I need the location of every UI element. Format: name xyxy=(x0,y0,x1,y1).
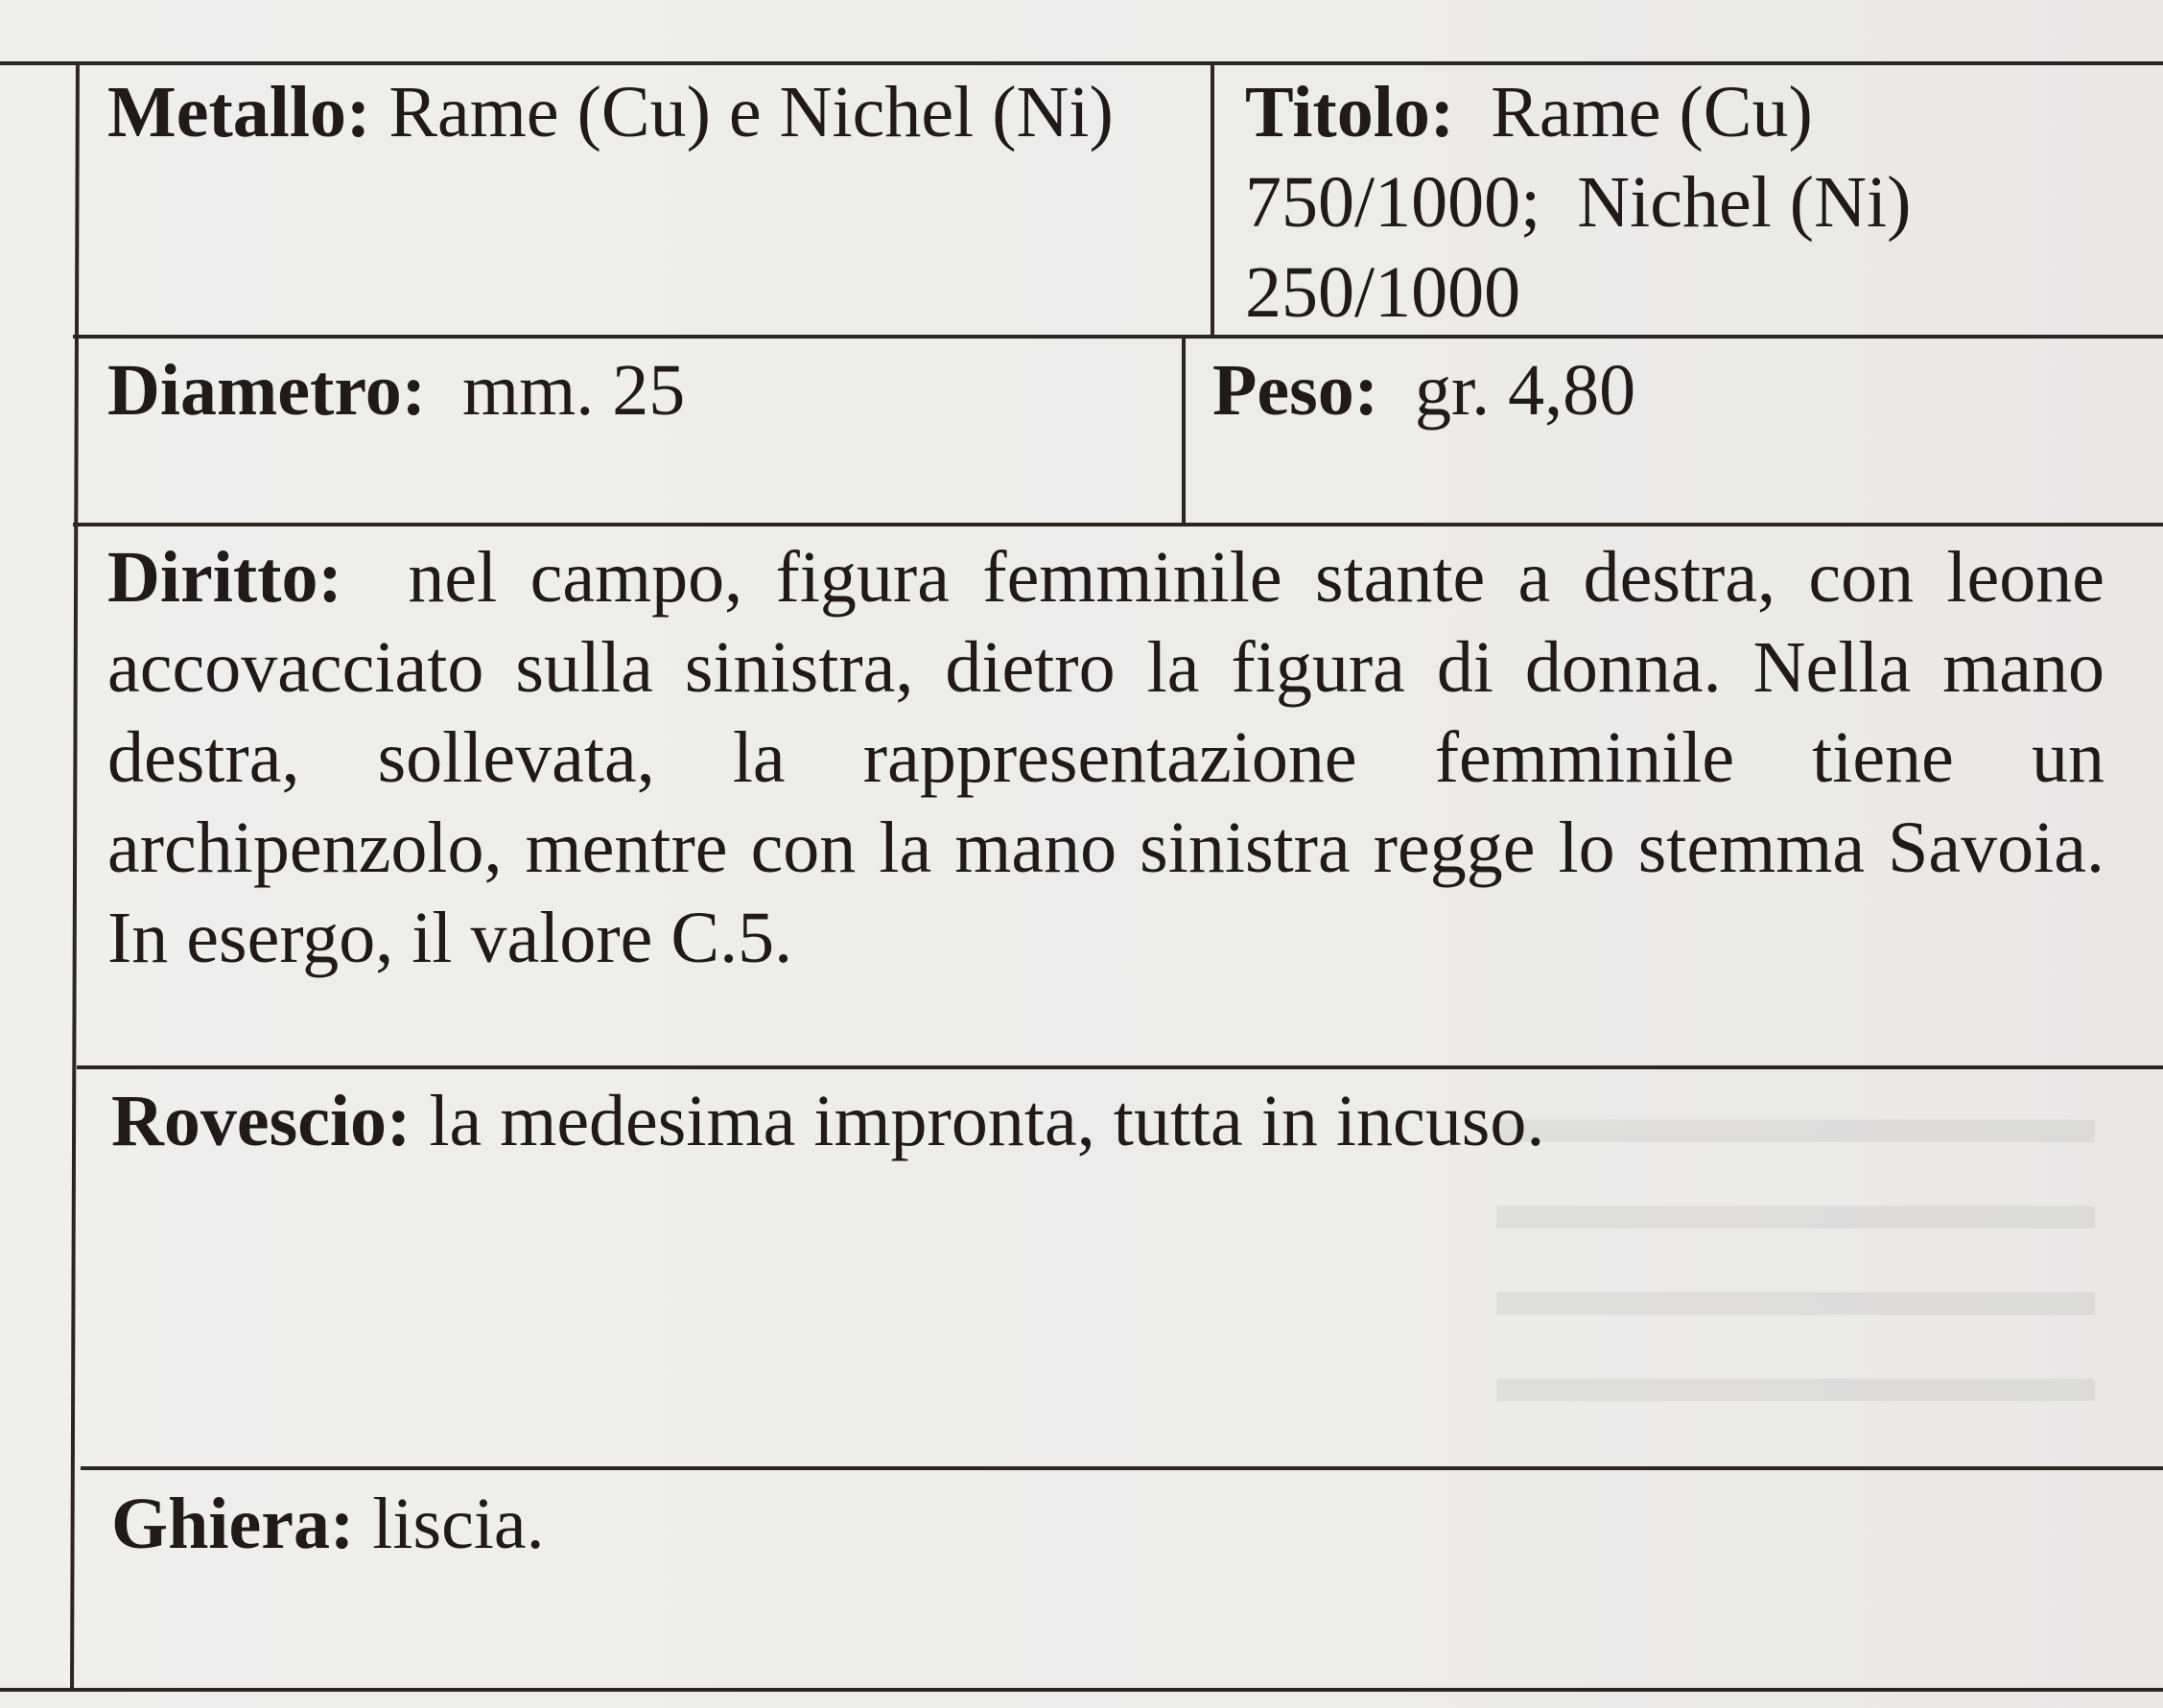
titolo-cell xyxy=(1245,67,2147,338)
diritto-text: nel campo, figura femminile stante a destra, con leone accovacciato sulla sinistra, dietro la figura di donna. Nella mano destra, sollevata, la rappresentazione femminile tiene un archipenzolo, mentre con la mano sinistra regge lo stemma Savoia. In esergo, il valore C.5. xyxy=(107,537,2104,978)
rule-top xyxy=(0,61,2163,65)
rule-bottom xyxy=(0,1688,2163,1692)
rule-divider-row1 xyxy=(1211,61,1214,337)
metallo-cell xyxy=(107,67,1201,157)
rule-divider-row2 xyxy=(1182,335,1186,525)
diritto-label: Diritto: xyxy=(107,537,342,618)
titolo-label: Titolo: xyxy=(1245,72,1455,152)
rovescio-label: Rovescio: xyxy=(111,1081,411,1161)
ghiera-label: Ghiera: xyxy=(111,1484,355,1564)
rule-row3 xyxy=(77,1065,2163,1069)
titolo-line1: Rame (Cu) xyxy=(1491,72,1813,152)
rovescio-cell xyxy=(111,1076,2126,1166)
peso-value: gr. 4,80 xyxy=(1415,350,1636,431)
peso-label: Peso: xyxy=(1212,350,1379,431)
diametro-cell xyxy=(107,345,1163,435)
peso-cell xyxy=(1212,345,2133,435)
diametro-label: Diametro: xyxy=(107,350,427,431)
titolo-line3: 250/1000 xyxy=(1245,252,1521,333)
rule-left xyxy=(70,61,80,1692)
diametro-value: mm. 25 xyxy=(462,350,686,431)
show-through-ghost: ▬▬▬▬▬▬▬▬ ▬▬▬▬▬▬▬▬ ▬▬▬▬▬▬▬▬ ▬▬▬▬▬▬▬▬ xyxy=(1496,1075,2095,1417)
ghiera-cell xyxy=(111,1479,2126,1569)
titolo-line2: 750/1000; Nichel (Ni) xyxy=(1245,162,1912,243)
metallo-value: Rame (Cu) e Nichel (Ni) xyxy=(388,72,1114,152)
rovescio-value: la medesima impronta, tutta in incuso. xyxy=(429,1081,1545,1161)
diritto-cell xyxy=(107,532,2104,983)
metallo-label: Metallo: xyxy=(107,72,371,152)
rule-row2 xyxy=(73,523,2163,526)
rule-row4 xyxy=(81,1466,2163,1470)
ghiera-value: liscia. xyxy=(372,1484,545,1564)
